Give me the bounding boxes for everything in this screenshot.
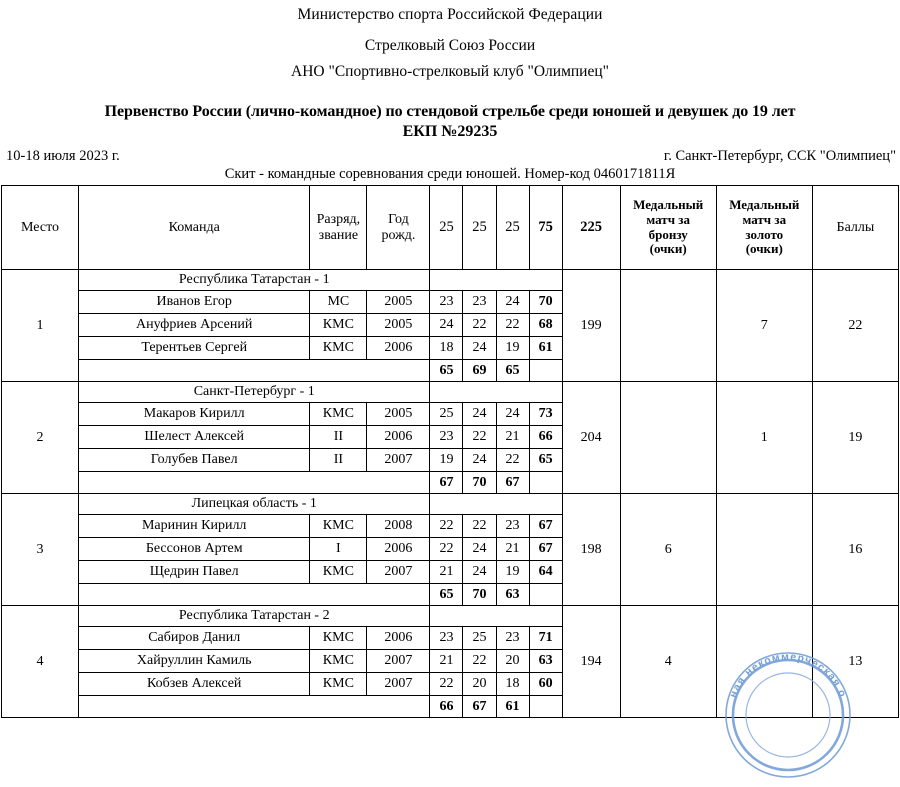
athlete-series-1: 22 xyxy=(430,673,463,696)
col-header-place: Место xyxy=(2,186,79,270)
ekp-number: ЕКП №29235 xyxy=(402,123,498,140)
athlete-series-3: 20 xyxy=(496,650,529,673)
team-name: Санкт-Петербург - 1 xyxy=(79,382,430,403)
athlete-series-2: 24 xyxy=(463,403,496,426)
team-title-spacer xyxy=(430,270,562,291)
athlete-series-1: 22 xyxy=(430,538,463,561)
athlete-series-total: 63 xyxy=(529,650,562,673)
athlete-series-1: 25 xyxy=(430,403,463,426)
athlete-rank: КМС xyxy=(310,403,367,426)
athlete-name: Ануфриев Арсений xyxy=(79,314,310,337)
athlete-rank: КМС xyxy=(310,314,367,337)
athlete-name: Бессонов Артем xyxy=(79,538,310,561)
team-grand-total: 194 xyxy=(562,606,620,718)
team-grand-total: 199 xyxy=(562,270,620,382)
col-header-series-1: 25 xyxy=(430,186,463,270)
team-points: 19 xyxy=(812,382,898,494)
athlete-rank: КМС xyxy=(310,337,367,360)
team-grand-total: 198 xyxy=(562,494,620,606)
athlete-birth-year: 2006 xyxy=(367,627,430,650)
athlete-series-total: 65 xyxy=(529,449,562,472)
results-body xyxy=(2,270,899,718)
team-points: 22 xyxy=(812,270,898,382)
gold-line-3: золото xyxy=(745,226,784,242)
athlete-series-2: 24 xyxy=(463,561,496,584)
athlete-birth-year: 2006 xyxy=(367,538,430,561)
team-subtotal-series-1: 65 xyxy=(430,584,463,606)
athlete-series-total: 73 xyxy=(529,403,562,426)
athlete-series-1: 21 xyxy=(430,650,463,673)
team-points: 16 xyxy=(812,494,898,606)
col-header-year-line2: рожд. xyxy=(381,227,416,243)
col-header-grand-total: 225 xyxy=(562,186,620,270)
gold-line-2: матч за xyxy=(742,211,787,227)
subtotal-total-empty xyxy=(529,472,562,494)
subtotal-label-spacer xyxy=(79,360,430,382)
ministry-line: Министерство спорта Российской Федерации xyxy=(297,6,603,23)
team-title-row xyxy=(2,270,899,291)
athlete-series-1: 24 xyxy=(430,314,463,337)
team-gold-match-points xyxy=(716,494,812,606)
team-name: Липецкая область - 1 xyxy=(79,494,430,515)
team-subtotal-series-2: 67 xyxy=(463,696,496,718)
team-subtotal-series-2: 70 xyxy=(463,472,496,494)
table-header-row xyxy=(2,186,899,270)
athlete-series-3: 19 xyxy=(496,337,529,360)
athlete-rank: II xyxy=(310,426,367,449)
subtotal-total-empty xyxy=(529,696,562,718)
athlete-series-3: 22 xyxy=(496,314,529,337)
athlete-rank: МС xyxy=(310,291,367,314)
athlete-name: Голубев Павел xyxy=(79,449,310,472)
athlete-birth-year: 2006 xyxy=(367,426,430,449)
athlete-name: Иванов Егор xyxy=(79,291,310,314)
col-header-series-total: 75 xyxy=(529,186,562,270)
club-line: АНО "Спортивно-стрелковый клуб "Олимпиец" xyxy=(291,63,609,80)
athlete-rank: КМС xyxy=(310,515,367,538)
stamp-arc-text: ная некоммерческая о xyxy=(727,650,849,700)
team-subtotal-series-2: 70 xyxy=(463,584,496,606)
athlete-series-total: 60 xyxy=(529,673,562,696)
col-header-points: Баллы xyxy=(812,186,898,270)
athlete-series-1: 21 xyxy=(430,561,463,584)
team-subtotal-series-1: 66 xyxy=(430,696,463,718)
athlete-rank: I xyxy=(310,538,367,561)
athlete-rank: II xyxy=(310,449,367,472)
subtotal-total-empty xyxy=(529,360,562,382)
team-name: Республика Татарстан - 1 xyxy=(79,270,430,291)
event-location: г. Санкт-Петербург, ССК "Олимпиец" xyxy=(663,148,896,164)
athlete-series-2: 24 xyxy=(463,449,496,472)
col-header-rank-line1: Разряд, xyxy=(316,211,361,227)
athlete-series-total: 61 xyxy=(529,337,562,360)
team-gold-match-points xyxy=(716,606,812,718)
athlete-birth-year: 2005 xyxy=(367,403,430,426)
athlete-series-1: 19 xyxy=(430,449,463,472)
subtotal-label-spacer xyxy=(79,696,430,718)
subtotal-total-empty xyxy=(529,584,562,606)
team-subtotal-series-1: 67 xyxy=(430,472,463,494)
athlete-birth-year: 2008 xyxy=(367,515,430,538)
bronze-line-2: матч за xyxy=(646,211,690,227)
bronze-line-1: Медальный xyxy=(633,197,704,213)
athlete-series-3: 22 xyxy=(496,449,529,472)
athlete-series-total: 70 xyxy=(529,291,562,314)
col-header-team: Команда xyxy=(79,186,310,270)
col-header-gold-match xyxy=(716,186,812,270)
team-place: 4 xyxy=(2,606,79,718)
athlete-series-total: 67 xyxy=(529,515,562,538)
results-table xyxy=(1,185,899,718)
team-subtotal-series-3: 61 xyxy=(496,696,529,718)
team-place: 2 xyxy=(2,382,79,494)
team-title-row xyxy=(2,382,899,403)
team-subtotal-series-3: 63 xyxy=(496,584,529,606)
athlete-series-3: 24 xyxy=(496,403,529,426)
athlete-name: Хайруллин Камиль xyxy=(79,650,310,673)
athlete-series-2: 24 xyxy=(463,538,496,561)
athlete-name: Кобзев Алексей xyxy=(79,673,310,696)
team-place: 3 xyxy=(2,494,79,606)
team-title-spacer xyxy=(430,494,562,515)
athlete-rank: КМС xyxy=(310,673,367,696)
col-header-series-3: 25 xyxy=(496,186,529,270)
subtotal-label-spacer xyxy=(79,584,430,606)
event-dates: 10-18 июля 2023 г. xyxy=(6,148,120,164)
athlete-series-total: 68 xyxy=(529,314,562,337)
athlete-series-2: 23 xyxy=(463,291,496,314)
col-header-series-2: 25 xyxy=(463,186,496,270)
athlete-series-3: 23 xyxy=(496,515,529,538)
document-header xyxy=(0,0,900,81)
gold-line-4: (очки) xyxy=(745,241,783,257)
athlete-series-2: 25 xyxy=(463,627,496,650)
athlete-series-2: 22 xyxy=(463,314,496,337)
athlete-birth-year: 2005 xyxy=(367,314,430,337)
athlete-birth-year: 2007 xyxy=(367,673,430,696)
athlete-birth-year: 2007 xyxy=(367,650,430,673)
team-title-row xyxy=(2,606,899,627)
athlete-series-1: 22 xyxy=(430,515,463,538)
athlete-series-1: 23 xyxy=(430,627,463,650)
athlete-series-3: 21 xyxy=(496,426,529,449)
athlete-birth-year: 2007 xyxy=(367,449,430,472)
subtotal-label-spacer xyxy=(79,472,430,494)
bronze-line-4: (очки) xyxy=(649,241,687,257)
athlete-rank: КМС xyxy=(310,561,367,584)
athlete-series-2: 22 xyxy=(463,426,496,449)
athlete-series-3: 18 xyxy=(496,673,529,696)
athlete-series-2: 22 xyxy=(463,650,496,673)
athlete-series-2: 24 xyxy=(463,337,496,360)
athlete-name: Терентьев Сергей xyxy=(79,337,310,360)
col-header-year-line1: Год xyxy=(388,211,409,227)
team-title-row xyxy=(2,494,899,515)
team-subtotal-series-3: 65 xyxy=(496,360,529,382)
athlete-series-2: 22 xyxy=(463,515,496,538)
athlete-series-3: 19 xyxy=(496,561,529,584)
team-grand-total: 204 xyxy=(562,382,620,494)
athlete-rank: КМС xyxy=(310,650,367,673)
athlete-series-1: 18 xyxy=(430,337,463,360)
col-header-rank-line2: звание xyxy=(318,227,359,243)
athlete-series-3: 23 xyxy=(496,627,529,650)
athlete-rank: КМС xyxy=(310,627,367,650)
team-bronze-match-points: 6 xyxy=(620,494,716,606)
athlete-name: Шелест Алексей xyxy=(79,426,310,449)
union-line: Стрелковый Союз России xyxy=(364,37,536,54)
col-header-birth-year xyxy=(367,186,430,270)
athlete-birth-year: 2007 xyxy=(367,561,430,584)
athlete-series-total: 71 xyxy=(529,627,562,650)
col-header-rank xyxy=(310,186,367,270)
athlete-name: Сабиров Данил xyxy=(79,627,310,650)
team-place: 1 xyxy=(2,270,79,382)
athlete-series-total: 64 xyxy=(529,561,562,584)
athlete-name: Щедрин Павел xyxy=(79,561,310,584)
athlete-series-total: 66 xyxy=(529,426,562,449)
team-name: Республика Татарстан - 2 xyxy=(79,606,430,627)
team-bronze-match-points xyxy=(620,270,716,382)
title-block xyxy=(0,103,900,141)
gold-line-1: Медальный xyxy=(729,197,800,213)
athlete-name: Маринин Кирилл xyxy=(79,515,310,538)
bronze-line-3: бронзу xyxy=(648,226,688,242)
athlete-series-1: 23 xyxy=(430,426,463,449)
team-title-spacer xyxy=(430,606,562,627)
col-header-bronze-match xyxy=(620,186,716,270)
team-bronze-match-points xyxy=(620,382,716,494)
athlete-birth-year: 2005 xyxy=(367,291,430,314)
athlete-series-2: 20 xyxy=(463,673,496,696)
competition-title: Первенство России (лично-командное) по стендовой стрельбе среди юношей и девушек до 19 лет xyxy=(104,103,796,120)
team-title-spacer xyxy=(430,382,562,403)
athlete-series-3: 24 xyxy=(496,291,529,314)
event-discipline-line: Скит - командные соревнования среди юношей. Номер-код 0460171811Я xyxy=(224,166,676,182)
athlete-birth-year: 2006 xyxy=(367,337,430,360)
team-subtotal-series-1: 65 xyxy=(430,360,463,382)
athlete-name: Макаров Кирилл xyxy=(79,403,310,426)
team-points: 13 xyxy=(812,606,898,718)
team-subtotal-series-2: 69 xyxy=(463,360,496,382)
team-bronze-match-points: 4 xyxy=(620,606,716,718)
meta-row xyxy=(0,141,900,165)
team-subtotal-series-3: 67 xyxy=(496,472,529,494)
athlete-series-total: 67 xyxy=(529,538,562,561)
team-gold-match-points: 7 xyxy=(716,270,812,382)
athlete-series-3: 21 xyxy=(496,538,529,561)
team-gold-match-points: 1 xyxy=(716,382,812,494)
athlete-series-1: 23 xyxy=(430,291,463,314)
